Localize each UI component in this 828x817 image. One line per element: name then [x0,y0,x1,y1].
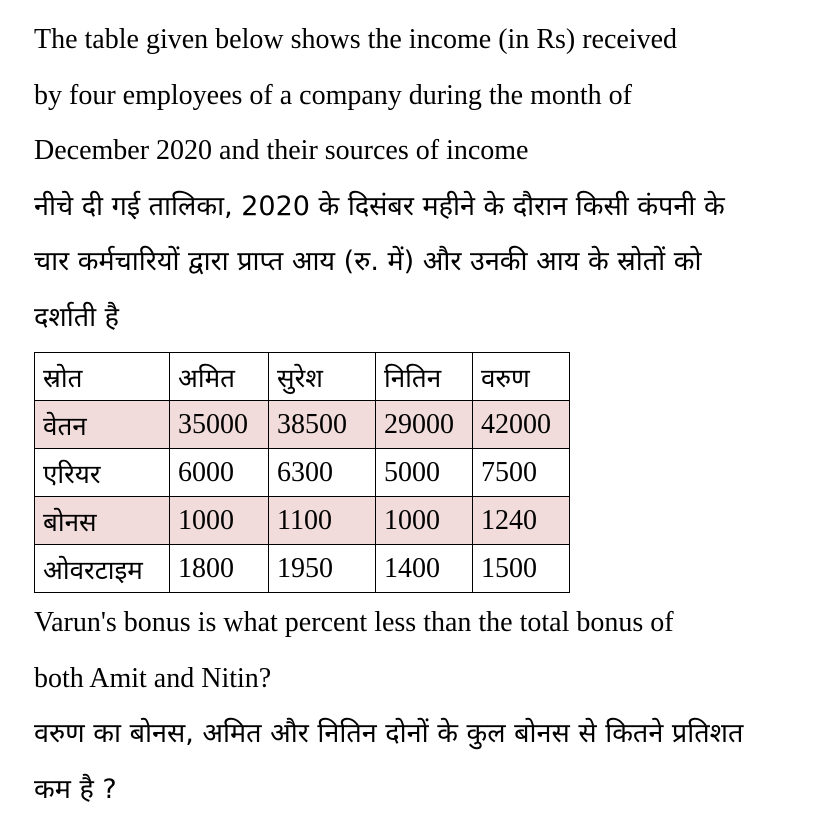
intro-hi-line-2: चार कर्मचारियों द्वारा प्राप्त आय (रु. में) और उनकी आय के स्रोतों को [34,234,814,290]
table-row-overtime [35,545,570,593]
table-cell: 1950 [269,545,376,593]
intro-hi-line-1: नीचे दी गई तालिका, 2020 के दिसंबर महीने के दौरान किसी कंपनी के [34,179,814,235]
header-varun: वरुण [473,353,570,401]
table-cell: 42000 [473,401,570,449]
table-header-row [35,353,570,401]
table-cell: 1240 [473,497,570,545]
table-row-label: बोनस [35,497,170,545]
table-cell: 29000 [376,401,473,449]
table-row-label: ओवरटाइम [35,545,170,593]
income-table [34,352,570,593]
table-cell: 1500 [473,545,570,593]
header-nitin: नितिन [376,353,473,401]
table-cell: 1100 [269,497,376,545]
question-document [34,12,814,817]
table-row-arrears [35,449,570,497]
table-cell: 1000 [170,497,269,545]
question-en-line-2: both Amit and Nitin? [34,651,814,707]
table-cell: 5000 [376,449,473,497]
table-row-label: एरियर [35,449,170,497]
table-cell: 6300 [269,449,376,497]
header-source: स्रोत [35,353,170,401]
intro-en-line-3: December 2020 and their sources of income [34,123,814,179]
question-hi-line-2: कम है ? [34,762,814,817]
table-cell: 1000 [376,497,473,545]
table-cell: 1800 [170,545,269,593]
table-cell: 1400 [376,545,473,593]
table-cell: 6000 [170,449,269,497]
table-cell: 38500 [269,401,376,449]
table-row-bonus [35,497,570,545]
intro-en-line-1: The table given below shows the income (in Rs) received [34,12,814,68]
question-hi-line-1: वरुण का बोनस, अमित और नितिन दोनों के कुल बोनस से कितने प्रतिशत [34,706,814,762]
table-row-salary [35,401,570,449]
intro-hi-line-3: दर्शाती है [34,290,814,346]
intro-en-line-2: by four employees of a company during the month of [34,68,814,124]
header-amit: अमित [170,353,269,401]
table-cell: 7500 [473,449,570,497]
header-suresh: सुरेश [269,353,376,401]
question-en-line-1: Varun's bonus is what percent less than the total bonus of [34,595,814,651]
table-row-label: वेतन [35,401,170,449]
table-cell: 35000 [170,401,269,449]
